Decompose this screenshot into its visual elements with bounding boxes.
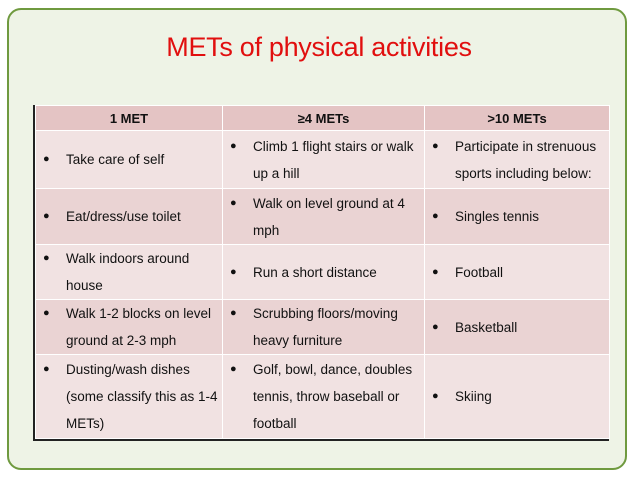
cell-text: Participate in strenuous sports including below: (455, 138, 597, 181)
table-cell (425, 355, 610, 439)
table-header-row (36, 106, 610, 131)
table-cell (425, 245, 610, 300)
mets-table-container (33, 105, 609, 441)
cell-text: Basketball (455, 319, 518, 335)
cell-text: Scrubbing floors/moving heavy furniture (253, 306, 398, 348)
bullet-icon: ● (432, 265, 439, 278)
table-cell (223, 131, 425, 189)
mets-table (35, 105, 610, 439)
bullet-icon: ● (432, 139, 439, 152)
table-cell (36, 189, 223, 245)
cell-text: Walk on level ground at 4 mph (253, 195, 405, 238)
table-row (36, 355, 610, 439)
cell-text: Eat/dress/use toilet (66, 209, 181, 224)
cell-text: Run a short distance (253, 264, 377, 280)
bullet-icon: ● (43, 153, 50, 165)
bullet-icon: ● (230, 307, 237, 319)
bullet-icon: ● (43, 210, 50, 222)
cell-text: Skiing (455, 389, 492, 404)
bullet-icon: ● (230, 265, 237, 278)
table-cell (223, 300, 425, 355)
cell-text: Climb 1 flight stairs or walk up a hill (253, 138, 414, 181)
cell-text: Take care of self (66, 152, 165, 167)
bullet-icon: ● (43, 363, 50, 375)
bullet-icon: ● (43, 307, 50, 319)
cell-text: Football (455, 264, 504, 280)
cell-text: Singles tennis (455, 209, 540, 224)
header-4-mets: ≥4 METs (223, 106, 425, 131)
table-cell (36, 300, 223, 355)
header-10-mets: >10 METs (425, 106, 610, 131)
bullet-icon: ● (230, 196, 237, 209)
cell-text: Walk indoors around house (66, 251, 190, 293)
table-row (36, 300, 610, 355)
table-cell (36, 355, 223, 439)
cell-text: Walk 1-2 blocks on level ground at 2-3 mph (66, 306, 212, 348)
header-1-met: 1 MET (36, 106, 223, 131)
bullet-icon: ● (43, 252, 50, 264)
cell-text: Golf, bowl, dance, doubles tennis, throw baseball or football (253, 362, 413, 431)
table-cell (425, 300, 610, 355)
table-row (36, 131, 610, 189)
bullet-icon: ● (230, 363, 237, 375)
table-row (36, 245, 610, 300)
bullet-icon: ● (432, 390, 439, 402)
table-cell (36, 245, 223, 300)
bullet-icon: ● (432, 210, 439, 222)
table-cell (223, 245, 425, 300)
table-cell (425, 189, 610, 245)
slide-title: METs of physical activities (166, 32, 472, 62)
table-cell (36, 131, 223, 189)
table-row (36, 189, 610, 245)
bullet-icon: ● (230, 139, 237, 152)
bullet-icon: ● (432, 320, 439, 333)
table-cell (223, 355, 425, 439)
table-cell (425, 131, 610, 189)
cell-text: Dusting/wash dishes (some classify this as 1-4 METs) (66, 362, 218, 431)
table-cell (223, 189, 425, 245)
